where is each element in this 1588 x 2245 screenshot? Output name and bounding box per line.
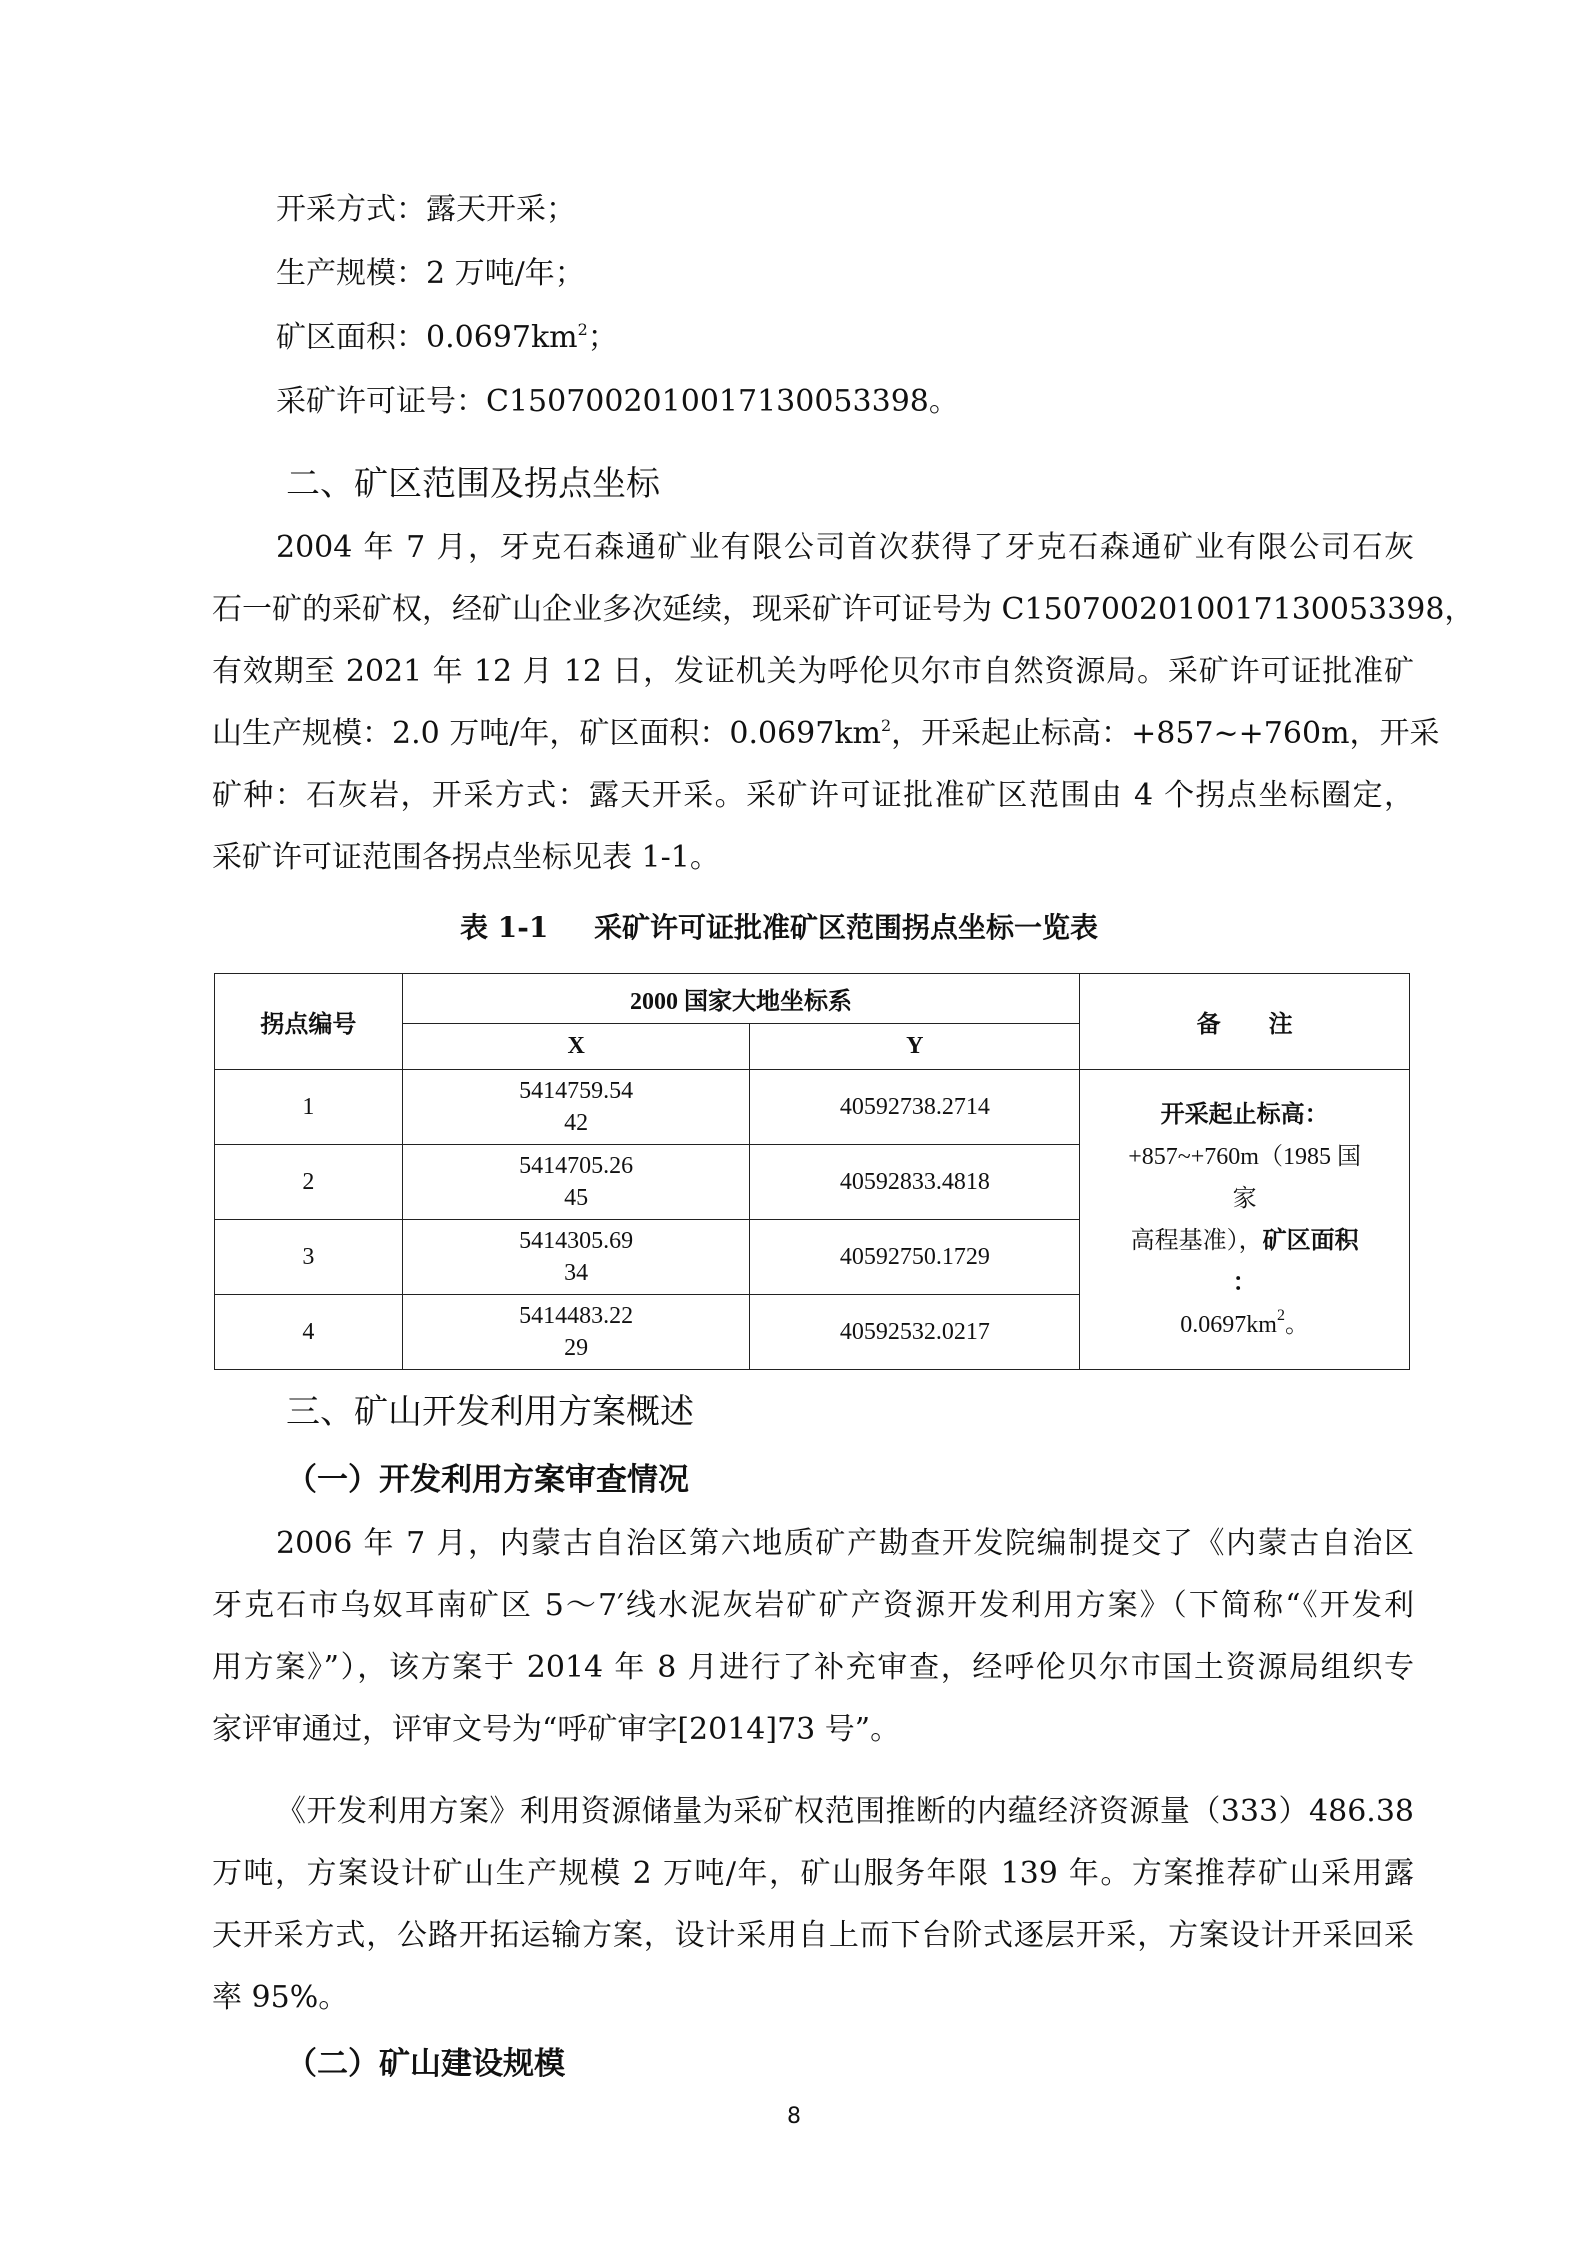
header-remark: 备 注 <box>1080 974 1410 1070</box>
production-scale-line: 生产规模：2 万吨/年； <box>276 256 585 291</box>
coordinate-table <box>214 973 1410 1370</box>
table-row <box>215 1070 1410 1145</box>
point-number-cell: 2 <box>215 1145 403 1220</box>
y-cell: 40592750.1729 <box>750 1220 1080 1295</box>
mining-method-line: 开采方式：露天开采； <box>276 192 576 227</box>
x-cell: 5414705.26 45 <box>402 1145 750 1220</box>
x-cell: 5414305.69 34 <box>402 1220 750 1295</box>
page-number: 8 <box>787 2104 801 2129</box>
table-caption-title: 采矿许可证批准矿区范围拐点坐标一览表 <box>594 911 1099 944</box>
license-number-line: 采矿许可证号：C1507002010017130053398。 <box>276 384 959 419</box>
x-cell: 5414483.22 29 <box>402 1295 750 1370</box>
y-cell: 40592738.2714 <box>750 1070 1080 1145</box>
header-y: Y <box>750 1024 1080 1070</box>
table-caption-number: 表 1-1 <box>460 911 549 944</box>
y-cell: 40592532.0217 <box>750 1295 1080 1370</box>
remark-cell: 开采起止标高： +857~+760m（1985 国 家 高程基准），矿区面积 ： $0.0697km^2$。 <box>1080 1070 1410 1370</box>
point-number-cell: 3 <box>215 1220 403 1295</box>
subsection1-heading: （一）开发利用方案审查情况 <box>286 1462 689 1498</box>
section2-heading: 二、矿区范围及拐点坐标 <box>286 464 660 504</box>
header-coordinate-system: 2000 国家大地坐标系 <box>402 974 1079 1024</box>
header-point-number: 拐点编号 <box>215 974 403 1070</box>
section3-heading: 三、矿山开发利用方案概述 <box>286 1392 694 1432</box>
header-x: X <box>402 1024 750 1070</box>
y-cell: 40592833.4818 <box>750 1145 1080 1220</box>
point-number-cell: 1 <box>215 1070 403 1145</box>
subsection2-heading: （二）矿山建设规模 <box>286 2046 565 2082</box>
x-cell: 5414759.54 42 <box>402 1070 750 1145</box>
point-number-cell: 4 <box>215 1295 403 1370</box>
mining-area-line: 矿区面积：$0.0697km^2$； <box>276 320 618 355</box>
